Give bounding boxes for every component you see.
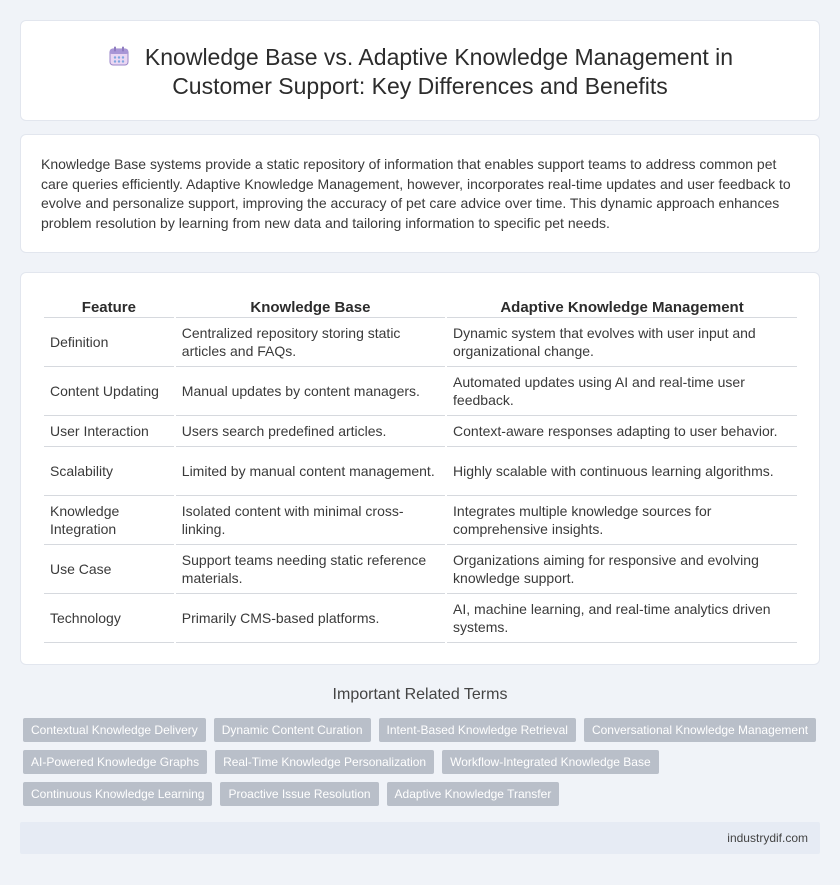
tag[interactable]: Conversational Knowledge Management: [584, 718, 816, 742]
adaptive-km-cell: Organizations aiming for responsive and evolving knowledge support.: [447, 545, 797, 594]
page-title: [21, 43, 819, 101]
header-knowledge-base: Knowledge Base: [176, 296, 445, 318]
adaptive-km-cell: AI, machine learning, and real-time analytics driven systems.: [447, 594, 797, 643]
tag[interactable]: AI-Powered Knowledge Graphs: [23, 750, 207, 774]
tag[interactable]: Proactive Issue Resolution: [220, 782, 378, 806]
tag[interactable]: Continuous Knowledge Learning: [23, 782, 212, 806]
adaptive-km-cell: Context-aware responses adapting to user behavior.: [447, 416, 797, 447]
knowledge-base-cell: Isolated content with minimal cross-linking.: [176, 496, 445, 545]
title-card: [20, 20, 820, 121]
feature-cell: User Interaction: [44, 416, 174, 447]
feature-cell: Definition: [44, 318, 174, 367]
tag[interactable]: Real-Time Knowledge Personalization: [215, 750, 434, 774]
tag[interactable]: Dynamic Content Curation: [214, 718, 371, 742]
table-row: [44, 545, 797, 594]
tag[interactable]: Adaptive Knowledge Transfer: [387, 782, 560, 806]
feature-cell: Use Case: [44, 545, 174, 594]
feature-cell: Scalability: [44, 447, 174, 496]
related-terms: [23, 718, 823, 814]
adaptive-km-cell: Highly scalable with continuous learning algorithms.: [447, 447, 797, 496]
title-line-1: Knowledge Base vs. Adaptive Knowledge Management in: [144, 44, 734, 70]
knowledge-base-cell: Limited by manual content management.: [176, 447, 445, 496]
tag[interactable]: Contextual Knowledge Delivery: [23, 718, 206, 742]
related-terms-heading: Important Related Terms: [332, 686, 508, 703]
tag-row: [23, 750, 823, 774]
footer: [20, 822, 820, 854]
comparison-card: [20, 272, 820, 665]
adaptive-km-cell: Dynamic system that evolves with user input and organizational change.: [447, 318, 797, 367]
table-row: [44, 496, 797, 545]
feature-cell: Knowledge Integration: [44, 496, 174, 545]
knowledge-base-cell: Users search predefined articles.: [176, 416, 445, 447]
table-row: [44, 594, 797, 643]
knowledge-base-cell: Manual updates by content managers.: [176, 367, 445, 416]
comparison-table: [42, 296, 799, 643]
knowledge-base-cell: Primarily CMS-based platforms.: [176, 594, 445, 643]
tag[interactable]: Workflow-Integrated Knowledge Base: [442, 750, 659, 774]
table-row: [44, 367, 797, 416]
tag[interactable]: Intent-Based Knowledge Retrieval: [379, 718, 576, 742]
tag-row: [23, 718, 823, 742]
table-row: [44, 318, 797, 367]
header-feature: Feature: [44, 296, 174, 318]
feature-cell: Content Updating: [44, 367, 174, 416]
knowledge-base-cell: Centralized repository storing static articles and FAQs.: [176, 318, 445, 367]
calendar-icon: [107, 44, 131, 68]
header-adaptive-km: Adaptive Knowledge Management: [447, 296, 797, 318]
title-line-2: Customer Support: Key Differences and Benefits: [172, 73, 668, 99]
tag-row: [23, 782, 823, 806]
table-row: [44, 447, 797, 496]
intro-text: Knowledge Base systems provide a static repository of information that enables support teams to address common pet care queries efficiently. Adaptive Knowledge Management, however, incorporates real-time updates and user feedback to evolve and personalize support, improving the accuracy of pet care advice over time. This dynamic approach enhances problem resolution by learning from new data and tailoring information to specific pet needs.: [41, 156, 791, 231]
table-row: [44, 416, 797, 447]
intro-card: [20, 134, 820, 253]
adaptive-km-cell: Integrates multiple knowledge sources for comprehensive insights.: [447, 496, 797, 545]
adaptive-km-cell: Automated updates using AI and real-time user feedback.: [447, 367, 797, 416]
site-name[interactable]: industrydif.com: [727, 831, 808, 845]
knowledge-base-cell: Support teams needing static reference materials.: [176, 545, 445, 594]
feature-cell: Technology: [44, 594, 174, 643]
